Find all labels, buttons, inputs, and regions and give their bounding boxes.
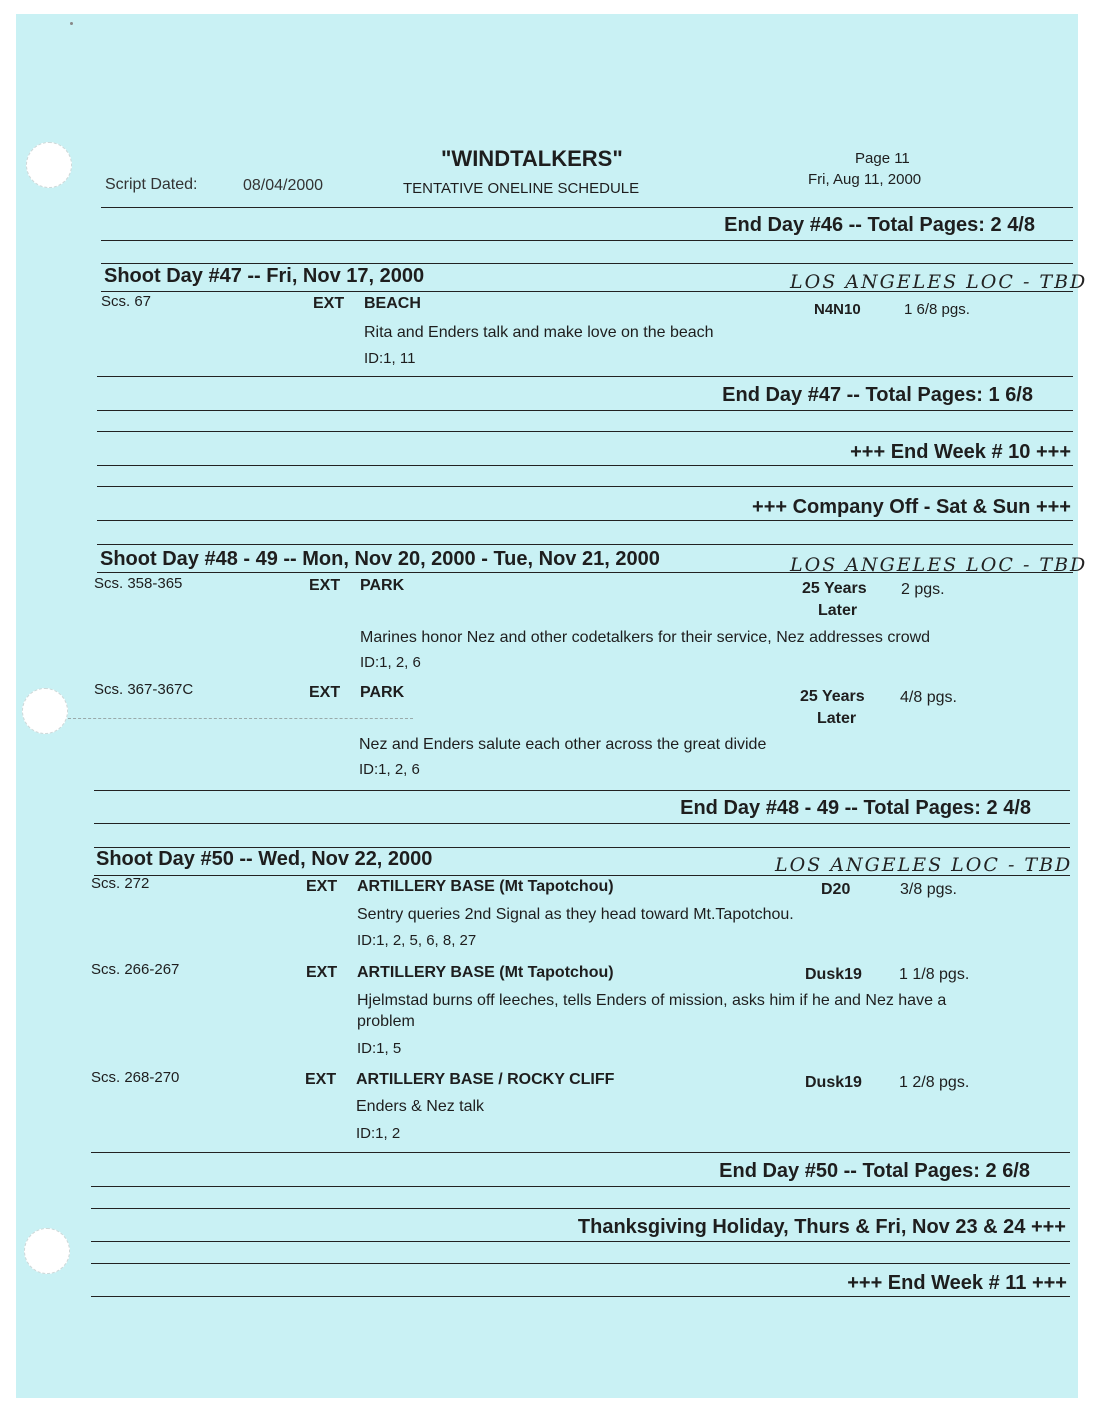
end-day-48-49-banner: End Day #48 - 49 -- Total Pages: 2 4/8 [680,797,1031,819]
end-week-10-banner: +++ End Week # 10 +++ [850,441,1071,463]
scene-description-line-2: problem [357,1013,415,1030]
scene-number: Scs. 266-267 [91,961,180,978]
end-day-46-banner: End Day #46 -- Total Pages: 2 4/8 [724,214,1035,236]
binder-hole-top [26,142,72,188]
divider [94,790,1070,791]
end-day-50-banner: End Day #50 -- Total Pages: 2 6/8 [719,1160,1030,1182]
time-code-line-2: Later [817,710,857,727]
page-number: Page 11 [855,150,910,167]
handwritten-location-note: LOS ANGELES LOC - TBD [775,854,1073,876]
int-ext: EXT [305,1071,337,1088]
hole-punch-mark [68,718,413,719]
scene-description: Marines honor Nez and other codetalkers for their service, Nez addresses crowd [360,629,931,646]
int-ext: EXT [309,684,341,701]
thanksgiving-banner: Thanksgiving Holiday, Thurs & Fri, Nov 23 & 24 +++ [577,1216,1066,1238]
divider [91,1241,1070,1242]
divider [101,291,1073,292]
shoot-day-47-header: Shoot Day #47 -- Fri, Nov 17, 2000 [104,265,425,287]
scene-number: Scs. 358-365 [94,575,183,592]
divider [94,823,1070,824]
set-name: ARTILLERY BASE / ROCKY CLIFF [356,1071,615,1088]
divider [101,207,1073,208]
scene-number: Scs. 367-367C [94,681,194,698]
end-week-11-banner: +++ End Week # 11 +++ [847,1272,1067,1294]
speck [70,22,73,25]
set-name: ARTILLERY BASE (Mt Tapotchou) [357,878,614,895]
divider [97,410,1073,411]
int-ext: EXT [306,878,338,895]
time-code: Dusk19 [805,1074,862,1091]
page-count: 2 pgs. [901,581,945,598]
cast-ids: ID:1, 11 [364,350,416,367]
scene-description: Nez and Enders salute each other across the great divide [359,736,767,753]
time-code: 25 Years [802,580,867,597]
set-name: BEACH [364,295,421,312]
int-ext: EXT [313,295,345,312]
document-subtitle: TENTATIVE ONELINE SCHEDULE [403,180,640,197]
divider [101,263,1073,264]
divider [97,376,1073,377]
scene-description: Sentry queries 2nd Signal as they head toward Mt.Tapotchou. [357,906,794,923]
divider [101,240,1073,241]
binder-hole-middle [22,688,68,734]
set-name: ARTILLERY BASE (Mt Tapotchou) [357,964,614,981]
scene-number: Scs. 268-270 [91,1069,180,1086]
scene-description: Rita and Enders talk and make love on the beach [364,324,714,341]
page-count: 1 6/8 pgs. [904,301,970,318]
time-code: N4N10 [814,301,861,318]
cast-ids: ID:1, 2 [356,1125,401,1142]
divider [97,465,1073,466]
cast-ids: ID:1, 5 [357,1040,402,1057]
scene-description: Enders & Nez talk [356,1098,485,1115]
int-ext: EXT [309,577,341,594]
set-name: PARK [360,684,405,701]
cast-ids: ID:1, 2, 5, 6, 8, 27 [357,932,477,949]
divider [91,1152,1070,1153]
set-name: PARK [360,577,405,594]
shoot-day-50-header: Shoot Day #50 -- Wed, Nov 22, 2000 [96,848,433,870]
scene-description: Hjelmstad burns off leeches, tells Enders of mission, asks him if he and Nez have a [357,992,947,1009]
divider [97,486,1073,487]
document-title: "WINDTALKERS" [441,146,623,171]
divider [94,875,1070,876]
script-dated-value: 08/04/2000 [243,177,324,194]
divider [97,431,1073,432]
handwritten-location-note: LOS ANGELES LOC - TBD [790,554,1088,576]
page-count: 1 1/8 pgs. [899,966,970,983]
time-code-line-2: Later [818,602,858,619]
divider [91,1263,1070,1264]
divider [97,572,1073,573]
divider [97,544,1073,545]
handwritten-location-note: LOS ANGELES LOC - TBD [790,271,1088,293]
page-count: 3/8 pgs. [900,881,957,898]
time-code: 25 Years [800,688,865,705]
scene-number: Scs. 272 [91,875,150,892]
shoot-day-48-49-header: Shoot Day #48 - 49 -- Mon, Nov 20, 2000 - Tue, Nov 21, 2000 [100,548,660,570]
divider [97,520,1073,521]
company-off-banner: +++ Company Off - Sat & Sun +++ [752,496,1071,518]
scene-number: Scs. 67 [101,293,152,310]
page-count: 4/8 pgs. [900,689,957,706]
print-date: Fri, Aug 11, 2000 [808,171,922,188]
time-code: Dusk19 [805,966,862,983]
time-code: D20 [821,881,851,898]
binder-hole-bottom [24,1228,70,1274]
int-ext: EXT [306,964,338,981]
divider [91,1186,1070,1187]
cast-ids: ID:1, 2, 6 [360,654,421,671]
divider [91,1208,1070,1209]
end-day-47-banner: End Day #47 -- Total Pages: 1 6/8 [722,384,1033,406]
page-count: 1 2/8 pgs. [899,1074,970,1091]
script-dated-label: Script Dated: [105,176,198,193]
cast-ids: ID:1, 2, 6 [359,761,420,778]
divider [91,1296,1070,1297]
